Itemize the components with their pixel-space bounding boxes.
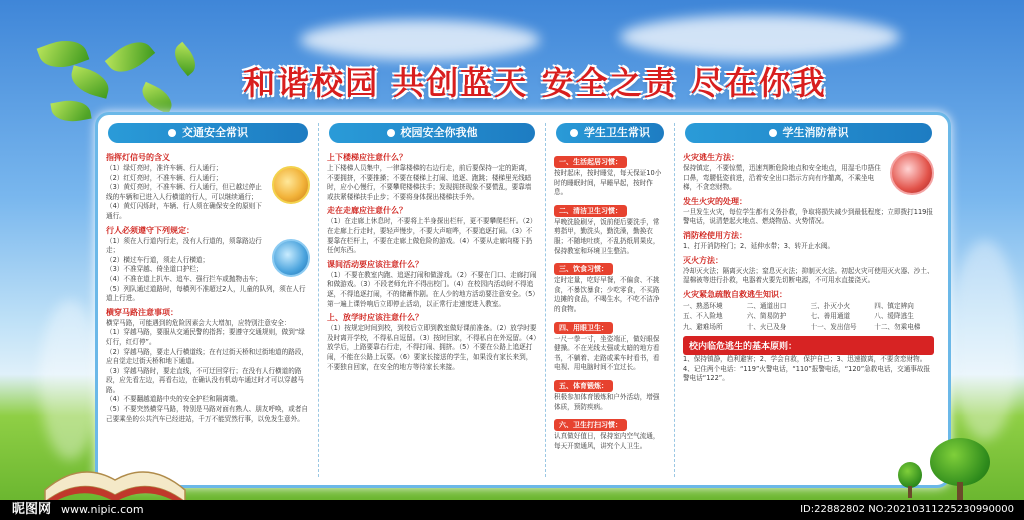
leaf <box>50 97 91 125</box>
table-cell: 七、善用通道 <box>810 312 851 321</box>
fire-body <box>683 149 934 475</box>
fire-s3-text: 冷却灭火法；隔离灭火法；窒息灭火法；抑制灭火法。初起火灾可使用灭火器、沙土、湿棉被等进行扑救，电器着火要先切断电源，不可用水直接浇灭。 <box>683 266 934 285</box>
health-header-label: 学生卫生常识 <box>584 126 650 139</box>
traffic-body <box>106 149 310 475</box>
traffic-s1-line: （2）红灯亮时，不准车辆、行人通行； <box>106 173 223 182</box>
campus-header-label: 校园安全你我他 <box>400 126 478 139</box>
bullet-icon <box>769 129 777 137</box>
fire-table-title: 火灾紧急疏散自救逃生知识： <box>683 289 787 299</box>
traffic-s2-line: （3）不准穿越、倚坐道口护栏； <box>106 265 203 274</box>
cloud <box>620 15 900 59</box>
fire-intro-text: 保持镇定，不要惊慌，迅速判断危险地点和安全地点，用湿毛巾捂住口鼻，弯腰低姿前进，沿着安全出口指示方向有序撤离，不乘坐电梯，不贪恋财物。 <box>683 164 881 192</box>
campus-body <box>327 149 537 475</box>
table-cell: 六、简易防护 <box>746 312 787 321</box>
health-column <box>546 123 675 477</box>
traffic-s2-line: （2）横过车行道，须走人行横道； <box>106 255 210 264</box>
traffic-s3-line: （1）穿越马路，要服从交通民警的指挥；要遵守交通规则，做到“绿灯行，红灯停”。 <box>106 328 305 346</box>
fire-column <box>675 123 942 477</box>
traffic-header-label: 交通安全常识 <box>182 126 248 139</box>
health-item-title: 三、饮食习惯： <box>554 263 613 275</box>
fire-s2-text: 1、打开消防栓门；2、延伸水带；3、转开止水阀。 <box>683 241 835 250</box>
campus-s4-title: 上、放学时应该注意什么？ <box>327 313 423 323</box>
traffic-s1-line: （1）绿灯亮时，准许车辆、行人通行； <box>106 164 223 172</box>
table-cell: 五、不入险地 <box>683 312 723 321</box>
traffic-s1-line: （3）黄灯亮时，不准车辆、行人通行，但已越过停止线的车辆和已进入人行横道的行人，可以继续通行； <box>106 183 262 201</box>
table-cell: 四、镇定辨向 <box>874 301 914 310</box>
traffic-s2-line: （5）列队通过道路时，每横列不准超过2人，儿童的队列，须在人行道上行进。 <box>106 284 306 303</box>
health-item-title: 四、用眼卫生： <box>554 322 613 334</box>
traffic-column <box>98 123 319 477</box>
traffic-s2-line: （1）须在人行道内行走，没有人行道的，须靠路边行走； <box>106 236 262 255</box>
table-cell: 十、火已及身 <box>746 322 787 331</box>
traffic-s3-title: 横穿马路注意事项： <box>106 307 178 317</box>
campus-header <box>329 123 535 143</box>
traffic-s3-line: （3）穿越马路时，要走直线，不可迂回穿行；在没有人行横道的路段，应先看左边，再看右边，在确认没有机动车通过时才可以穿越马路。 <box>106 366 304 394</box>
watermark-site: www.nipic.com <box>61 503 144 516</box>
traffic-header <box>108 123 308 143</box>
watermark-logo <box>12 500 144 520</box>
leaf <box>68 65 113 99</box>
principle-title: 校内临危逃生的基本原则： <box>683 336 934 355</box>
campus-s1-title: 上下楼梯应注意什么？ <box>327 153 407 162</box>
bullet-icon <box>570 129 578 137</box>
fire-s1-title: 发生火灾的处理： <box>683 196 747 206</box>
tree-icon <box>930 438 990 500</box>
poster-title: 和谐校园 共创蓝天 安全之责 尽在你我 <box>243 64 827 102</box>
bullet-icon <box>387 129 395 137</box>
fire-escape-table <box>683 302 934 333</box>
pedestrian-icon <box>272 239 310 277</box>
campus-column <box>319 123 546 477</box>
fire-extinguisher-icon <box>890 151 934 195</box>
cloud <box>300 20 540 60</box>
table-cell: 八、缓降逃生 <box>874 312 914 321</box>
bullet-icon <box>168 129 176 137</box>
table-cell: 三、扑灭小火 <box>810 301 851 310</box>
cloud <box>950 240 1020 440</box>
tree-icon <box>898 462 922 498</box>
health-item-text: 认真做好值日，保持室内空气流通，每天开窗通风，讲究个人卫生。 <box>554 432 660 450</box>
health-header <box>556 123 664 143</box>
content-panel <box>95 112 951 488</box>
health-item-text: 早晚洗脸刷牙，饭前便后要洗手，常剪指甲，勤洗头，勤洗澡，勤换衣服；不随地吐痰，不乱扔纸屑果皮，保持教室和环境卫生整洁。 <box>554 217 660 255</box>
traffic-s2-line: （4）不准在道上扒车、追车、强行拦车或抛物击车； <box>106 274 262 283</box>
health-item-title: 一、生活起居习惯： <box>554 156 627 168</box>
campus-s4-text: （1）按规定时间到校，到校后立即到教室做好课前准备。（2）放学时要及时离开学校，不得私自逗留。（3）按时回家，不得私自在外逗留。（4）放学后，上路要靠右行走，不得打闹、拥挤。（5）不要在公路上追逐打闹，不能在公路上玩耍。（6）要家长接送的学生，如果没有家长来到，不要独自回家，在安全的地方等待家长来接。 <box>327 324 537 371</box>
campus-s2-title: 走在走廊应注意什么？ <box>327 206 407 216</box>
table-cell: 十一、发出信号 <box>810 322 857 331</box>
health-item-title: 五、体育锻炼： <box>554 380 613 392</box>
leaf <box>137 82 176 114</box>
traffic-s1-title: 指挥灯信号的含义 <box>106 153 170 162</box>
campus-s2-text: （1）在走廊上休息时，不要将上半身探出栏杆，更不要攀爬栏杆。（2）在走廊上行走时，要轻声慢步，不要大声喧哗，不要追逐打闹。（3）不要靠在栏杆上，不要在走廊上做危险的游戏。（4）不要从走廊向楼下扔任何东西。 <box>327 217 537 255</box>
health-item-text: 积极参加体育锻炼和户外活动，增强体质，预防疾病。 <box>554 392 660 411</box>
fire-header <box>685 123 932 143</box>
health-item-text: 一尺一拳一寸，坐姿端正，做好眼保健操。不在光线太强或太暗的地方看书，不躺着、走路或乘车时看书，看电视、用电脑时间不宜过长。 <box>554 334 660 372</box>
leaf <box>105 33 155 81</box>
traffic-s3-line: （4）不要翻越道路中央的安全护栏和隔离墩。 <box>106 395 243 404</box>
table-cell: 十二、勿乘电梯 <box>874 322 921 331</box>
fire-intro-title: 火灾逃生方法： <box>683 153 739 162</box>
principle-line: 4、记住两个电话：“119”火警电话，“110”报警电话，“120”急救电话，交通事故报警电话“122”。 <box>683 364 931 383</box>
campus-s1-text: 上下楼梯人员集中，一律靠楼梯的右边行走，前后要保持一定的距离，不要拥挤，不要推搡；不要在楼梯上打闹、追逐、跑跳；楼梯里光线暗时，应小心慢行，不要攀爬楼梯扶手；发现拥挤现象不要慌乱，要靠墙或扶紧楼梯扶手止步；不要将身体探出楼梯扶手外。 <box>327 164 532 201</box>
health-item-title: 二、清洁卫生习惯： <box>554 205 627 217</box>
principle-line: 1、保持镇静，趋利避害；2、学会自救，保护自己；3、迅速撤离，不要贪恋财物。 <box>683 355 927 364</box>
traffic-s2-title: 行人必须遵守下列规定： <box>106 225 194 235</box>
campus-s3-title: 课间活动要应该注意什么？ <box>327 259 423 269</box>
table-cell: 二、通道出口 <box>746 301 787 310</box>
health-item-title: 六、卫生打扫习惯： <box>554 419 627 431</box>
watermark-id: ID:22882802 NO:20210311225230990000 <box>800 504 1014 515</box>
traffic-s3-line: 横穿马路，可能遇到的危险因素会大大增加，应特别注意安全： <box>106 318 291 327</box>
cloud <box>40 300 100 460</box>
fire-s2-title: 消防栓使用方法： <box>683 230 747 240</box>
traffic-light-icon <box>272 166 310 204</box>
health-item-text: 定时定量，吃好早餐，不偏食、不挑食，不暴饮暴食；少吃零食，不买路边摊的食品，不喝生水，不吃不洁净的食物。 <box>554 276 660 313</box>
fire-header-label: 学生消防常识 <box>782 126 849 139</box>
table-cell: 一、熟悉环境 <box>683 301 723 310</box>
watermark-logo-text: 昵图网 <box>12 502 52 517</box>
fire-s1-text: 一旦发生火灾，每位学生都有义务扑救，争取将损失减少到最低程度；立即拨打119报警电话，说清楚起火地点、燃烧物品、火势情况。 <box>683 207 933 226</box>
traffic-s1-line: （4）黄灯闪烁时，车辆、行人须在确保安全的原则下通行。 <box>106 202 262 220</box>
fire-s3-title: 灭火方法： <box>683 255 723 265</box>
health-item-text: 按时起床，按时睡觉，每天保证10小时的睡眠时间，早睡早起，按时作息。 <box>554 169 662 197</box>
table-cell: 九、避难场所 <box>683 322 723 331</box>
health-body <box>554 149 666 475</box>
traffic-s3-line: （2）穿越马路，要走人行横道线；在有过街天桥和过街地道的路段，应自觉走过街天桥和地下通道。 <box>106 347 309 366</box>
campus-s3-text: （1）不要在教室内跑、追逐打闹和做游戏。（2）不要在门口、走廊打闹和做游戏。（3）不段老师允许不得出校门。（4）在校园内活动时不得追逐，不得追逐打闹，不的储蓄作剧。在人少的地方活动要注意安全。（5）第一遍上课铃响后立即停止活动，以正常行走速度进入教室。 <box>327 270 537 308</box>
traffic-s3-line: （5）不要突然横穿马路，特别是马路对面有熟人、朋友呼唤，或者自己要乘坐的公共汽车已经进站，千万不能贸然行事，以免发生意外。 <box>106 405 309 423</box>
